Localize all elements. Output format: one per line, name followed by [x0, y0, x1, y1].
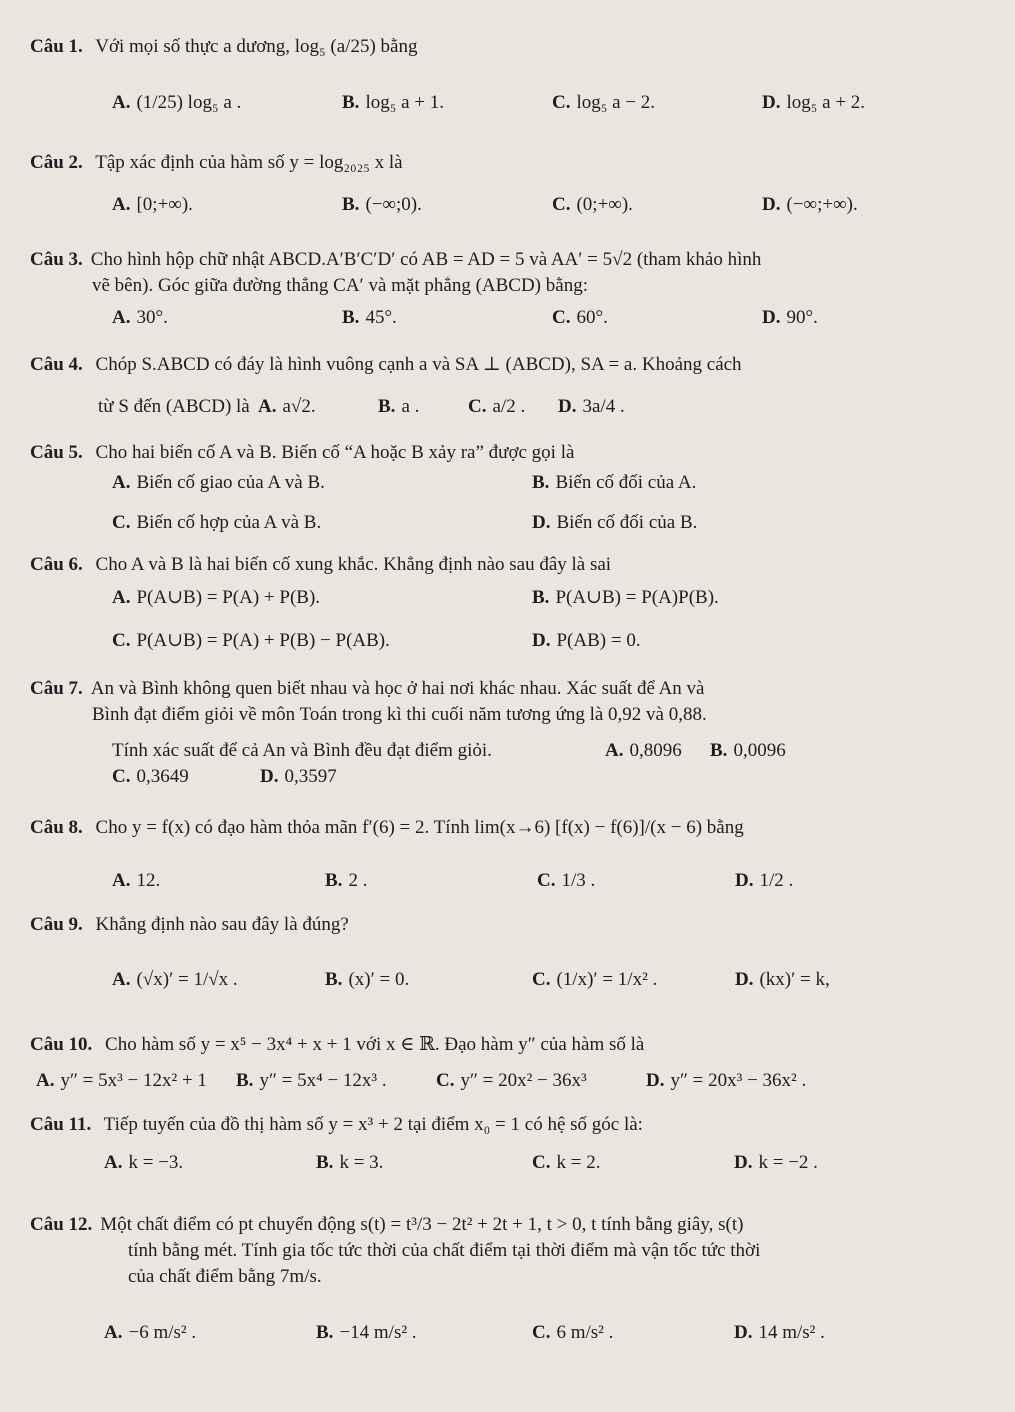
question-text: Cho hai biến cố A và B. Biến cố “A hoặc B xảy ra” được gọi là	[95, 442, 575, 463]
question-text: Cho hình hộp chữ nhật ABCD.A′B′C′D′ có AB = AD = 5 và AA′ = 5√2 (tham khảo hình	[90, 249, 762, 270]
option-c: C. Biến cố hợp của A và B.	[112, 512, 322, 533]
question-text-line3: của chất điểm bằng 7m/s.	[128, 1266, 322, 1287]
option-c: C. k = 2.	[532, 1152, 601, 1173]
option-d: D. log₅ a + 2.	[762, 92, 866, 113]
question-11	[30, 1112, 995, 1138]
option-d: D. (kx)′ = k,	[735, 969, 830, 990]
option-d: D. 0,3597	[260, 766, 337, 787]
option-c: C. a/2 .	[468, 396, 526, 417]
question-text: Cho A và B là hai biến cố xung khắc. Khẳng định nào sau đây là sai	[95, 554, 612, 575]
option-a: A. a√2.	[258, 396, 316, 417]
question-number: Câu 10.	[30, 1034, 93, 1055]
option-a: A. [0;+∞).	[112, 194, 193, 215]
option-a: A. (√x)′ = 1/√x .	[112, 969, 238, 990]
option-a: A. P(A∪B) = P(A) + P(B).	[112, 587, 321, 608]
option-d: D. Biến cố đối của B.	[532, 512, 698, 533]
question-1	[30, 34, 995, 60]
question-text: Tiếp tuyến của đồ thị hàm số y = x³ + 2 tại điểm x₀ = 1 có hệ số góc là:	[103, 1114, 643, 1135]
question-number: Câu 3.	[30, 249, 83, 270]
option-a: A. 30°.	[112, 307, 168, 328]
question-7	[30, 676, 995, 728]
option-c: C. y″ = 20x² − 36x³	[436, 1070, 587, 1091]
question-number: Câu 8.	[30, 817, 83, 838]
question-number: Câu 12.	[30, 1214, 93, 1235]
option-b: B. y″ = 5x⁴ − 12x³ .	[236, 1070, 387, 1091]
option-a: A. (1/25) log₅ a .	[112, 92, 242, 113]
question-number: Câu 9.	[30, 914, 83, 935]
question-text-line2: tính bằng mét. Tính gia tốc tức thời của chất điểm tại thời điểm mà vận tốc tức thời	[128, 1240, 761, 1261]
option-d: D. 14 m/s² .	[734, 1322, 825, 1343]
option-b: B. −14 m/s² .	[316, 1322, 417, 1343]
option-c: C. P(A∪B) = P(A) + P(B) − P(AB).	[112, 630, 390, 651]
option-d: D. k = −2 .	[734, 1152, 818, 1173]
question-number: Câu 1.	[30, 36, 83, 57]
option-b: B. (−∞;0).	[342, 194, 422, 215]
question-text: An và Bình không quen biết nhau và học ở hai nơi khác nhau. Xác suất để An và	[90, 678, 705, 699]
question-number: Câu 4.	[30, 354, 83, 375]
option-b: B. 45°.	[342, 307, 397, 328]
option-b: B. a .	[378, 396, 420, 417]
option-c: C. 0,3649	[112, 766, 189, 787]
option-d: D. y″ = 20x³ − 36x² .	[646, 1070, 807, 1091]
option-c: C. (1/x)′ = 1/x² .	[532, 969, 658, 990]
question-3	[30, 247, 995, 299]
question-12	[30, 1212, 995, 1290]
question-number: Câu 5.	[30, 442, 83, 463]
option-b: B. (x)′ = 0.	[325, 969, 410, 990]
option-c: C. 1/3 .	[537, 870, 596, 891]
question-text-line2: từ S đến (ABCD) là	[98, 396, 250, 417]
question-8	[30, 815, 995, 841]
question-text-line2: vẽ bên). Góc giữa đường thẳng CA′ và mặt phẳng (ABCD) bằng:	[92, 275, 588, 296]
option-a: A. k = −3.	[104, 1152, 184, 1173]
question-10	[30, 1032, 995, 1058]
option-c: C. log₅ a − 2.	[552, 92, 656, 113]
option-d: D. 1/2 .	[735, 870, 794, 891]
option-d: D. (−∞;+∞).	[762, 194, 858, 215]
option-d: D. P(AB) = 0.	[532, 630, 641, 651]
question-text: Cho y = f(x) có đạo hàm thỏa mãn f′(6) = 2. Tính lim(x→6) [f(x) − f(6)]/(x − 6) bằng	[95, 817, 744, 838]
option-c: C. 6 m/s² .	[532, 1322, 614, 1343]
option-d: D. 90°.	[762, 307, 818, 328]
option-b: B. P(A∪B) = P(A)P(B).	[532, 587, 719, 608]
question-4	[30, 352, 995, 378]
option-b: B. Biến cố đối của A.	[532, 472, 697, 493]
question-number: Câu 6.	[30, 554, 83, 575]
option-c: C. 60°.	[552, 307, 608, 328]
question-text: Khẳng định nào sau đây là đúng?	[95, 914, 349, 935]
question-number: Câu 2.	[30, 152, 83, 173]
question-9	[30, 912, 995, 938]
question-number: Câu 11.	[30, 1114, 92, 1135]
question-text: Chóp S.ABCD có đáy là hình vuông cạnh a và SA ⊥ (ABCD), SA = a. Khoảng cách	[95, 354, 742, 375]
option-a: A. y″ = 5x³ − 12x² + 1	[36, 1070, 207, 1091]
question-6	[30, 552, 995, 578]
question-text: Tập xác định của hàm số y = log₂₀₂₅ x là	[95, 152, 403, 173]
option-c: C. (0;+∞).	[552, 194, 633, 215]
option-b: B. k = 3.	[316, 1152, 384, 1173]
option-b: B. 2 .	[325, 870, 368, 891]
question-text: Với mọi số thực a dương, log₅ (a/25) bằng	[95, 36, 418, 57]
question-text-line2: Bình đạt điểm giỏi về môn Toán trong kì thi cuối năm tương ứng là 0,92 và 0,88.	[92, 704, 707, 725]
option-d: D. 3a/4 .	[558, 396, 625, 417]
option-a: A. 0,8096	[605, 740, 682, 761]
option-a: A. 12.	[112, 870, 161, 891]
question-text: Cho hàm số y = x⁵ − 3x⁴ + x + 1 với x ∈ ℝ. Đạo hàm y″ của hàm số là	[105, 1034, 645, 1055]
option-a: A. Biến cố giao của A và B.	[112, 472, 325, 493]
question-number: Câu 7.	[30, 678, 83, 699]
option-b: B. log₅ a + 1.	[342, 92, 444, 113]
question-text-line3: Tính xác suất để cả An và Bình đều đạt điểm giỏi.	[112, 740, 492, 761]
question-2	[30, 150, 995, 176]
option-b: B. 0,0096	[710, 740, 786, 761]
question-5	[30, 440, 995, 466]
option-a: A. −6 m/s² .	[104, 1322, 197, 1343]
question-text: Một chất điểm có pt chuyển động s(t) = t³/3 − 2t² + 2t + 1, t > 0, t tính bằng giây, s(t)	[100, 1214, 744, 1235]
